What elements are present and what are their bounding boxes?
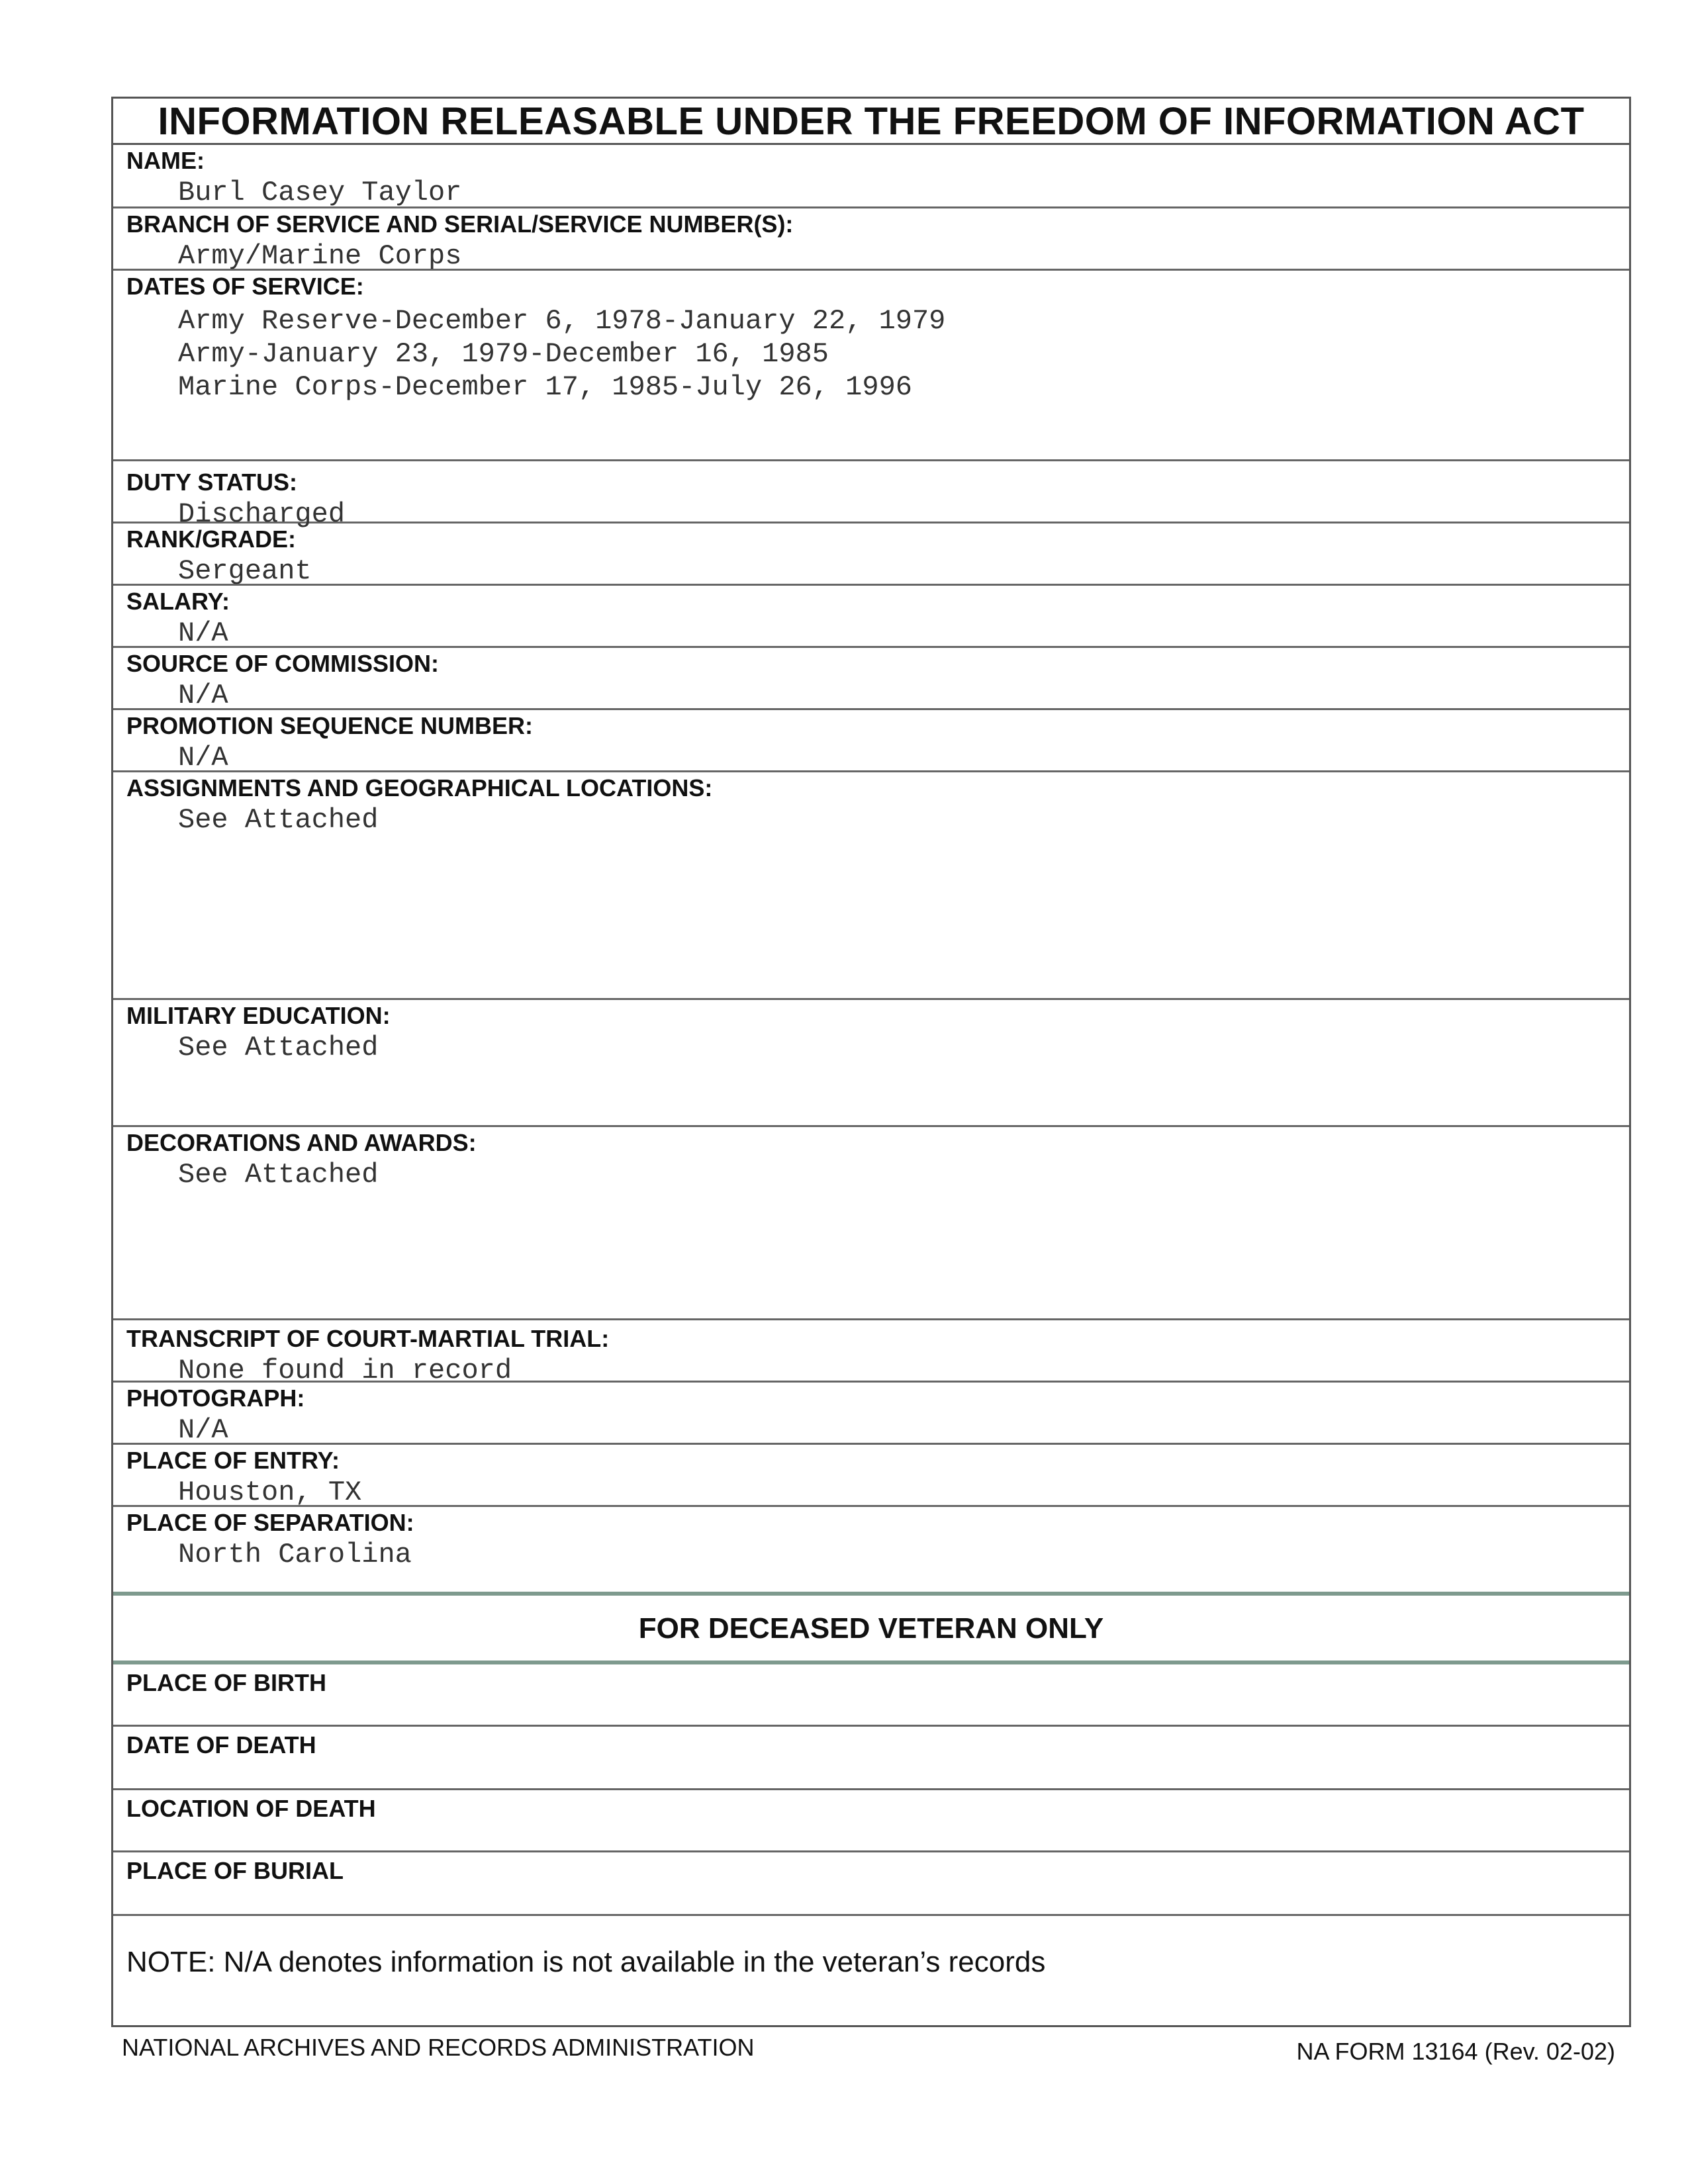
birth-label: PLACE OF BIRTH <box>126 1669 326 1696</box>
branch-label: BRANCH OF SERVICE AND SERIAL/SERVICE NUMBER(S): <box>126 210 794 238</box>
form-title: INFORMATION RELEASABLE UNDER THE FREEDOM OF INFORMATION ACT <box>113 99 1629 145</box>
duty-status-value: Discharged <box>178 498 346 530</box>
assignments-section <box>113 772 1629 1000</box>
foia-form <box>111 97 1631 2027</box>
dates-line-3: Marine Corps-December 17, 1985-July 26, 1996 <box>178 371 912 403</box>
deceased-heading <box>113 1592 1629 1664</box>
branch-value: Army/Marine Corps <box>178 240 462 272</box>
footer-agency: NATIONAL ARCHIVES AND RECORDS ADMINISTRATION <box>122 2034 755 2061</box>
death-location-section <box>113 1790 1629 1852</box>
dates-section <box>113 271 1629 461</box>
name-value: Burl Casey Taylor <box>178 177 462 208</box>
assignments-value: See Attached <box>178 804 379 836</box>
note-text: NOTE: N/A denotes information is not available in the veteran’s records <box>126 1946 1046 1978</box>
assignments-label: ASSIGNMENTS AND GEOGRAPHICAL LOCATIONS: <box>126 774 713 801</box>
rank-section <box>113 523 1629 586</box>
entry-section <box>113 1445 1629 1507</box>
name-section <box>113 145 1629 208</box>
education-value: See Attached <box>178 1032 379 1064</box>
promotion-label: PROMOTION SEQUENCE NUMBER: <box>126 712 534 739</box>
entry-label: PLACE OF ENTRY: <box>126 1447 340 1474</box>
birth-section <box>113 1664 1629 1727</box>
salary-value: N/A <box>178 617 228 649</box>
salary-section <box>113 586 1629 648</box>
separation-value: North Carolina <box>178 1539 412 1570</box>
footer-form-id: NA FORM 13164 (Rev. 02-02) <box>1296 2038 1615 2065</box>
rank-label: RANK/GRADE: <box>126 525 296 553</box>
awards-value: See Attached <box>178 1159 379 1191</box>
entry-value: Houston, TX <box>178 1477 362 1508</box>
duty-status-label: DUTY STATUS: <box>126 469 297 496</box>
court-martial-value: None found in record <box>178 1355 512 1387</box>
commission-value: N/A <box>178 680 228 711</box>
name-label: NAME: <box>126 147 205 174</box>
deceased-heading-text: FOR DECEASED VETERAN ONLY <box>638 1612 1104 1645</box>
court-martial-section <box>113 1320 1629 1387</box>
photograph-label: PHOTOGRAPH: <box>126 1385 305 1412</box>
salary-label: SALARY: <box>126 588 230 615</box>
burial-label: PLACE OF BURIAL <box>126 1857 344 1884</box>
dates-line-2: Army-January 23, 1979-December 16, 1985 <box>178 338 829 370</box>
separation-label: PLACE OF SEPARATION: <box>126 1509 414 1536</box>
death-date-label: DATE OF DEATH <box>126 1731 316 1758</box>
branch-section <box>113 208 1629 271</box>
burial-section <box>113 1852 1629 1916</box>
death-date-section <box>113 1727 1629 1790</box>
dates-label: DATES OF SERVICE: <box>126 273 364 300</box>
commission-section <box>113 648 1629 710</box>
photograph-section <box>113 1383 1629 1445</box>
death-location-label: LOCATION OF DEATH <box>126 1795 376 1822</box>
promotion-section <box>113 710 1629 772</box>
duty-status-section <box>113 461 1629 530</box>
commission-label: SOURCE OF COMMISSION: <box>126 650 440 677</box>
dates-line-1: Army Reserve-December 6, 1978-January 22, 1979 <box>178 305 946 337</box>
awards-label: DECORATIONS AND AWARDS: <box>126 1129 477 1156</box>
separation-section <box>113 1507 1629 1592</box>
education-label: MILITARY EDUCATION: <box>126 1002 391 1029</box>
rank-value: Sergeant <box>178 555 312 587</box>
education-section <box>113 1000 1629 1127</box>
court-martial-label: TRANSCRIPT OF COURT-MARTIAL TRIAL: <box>126 1325 610 1352</box>
promotion-value: N/A <box>178 742 228 774</box>
photograph-value: N/A <box>178 1414 228 1446</box>
awards-section <box>113 1127 1629 1320</box>
